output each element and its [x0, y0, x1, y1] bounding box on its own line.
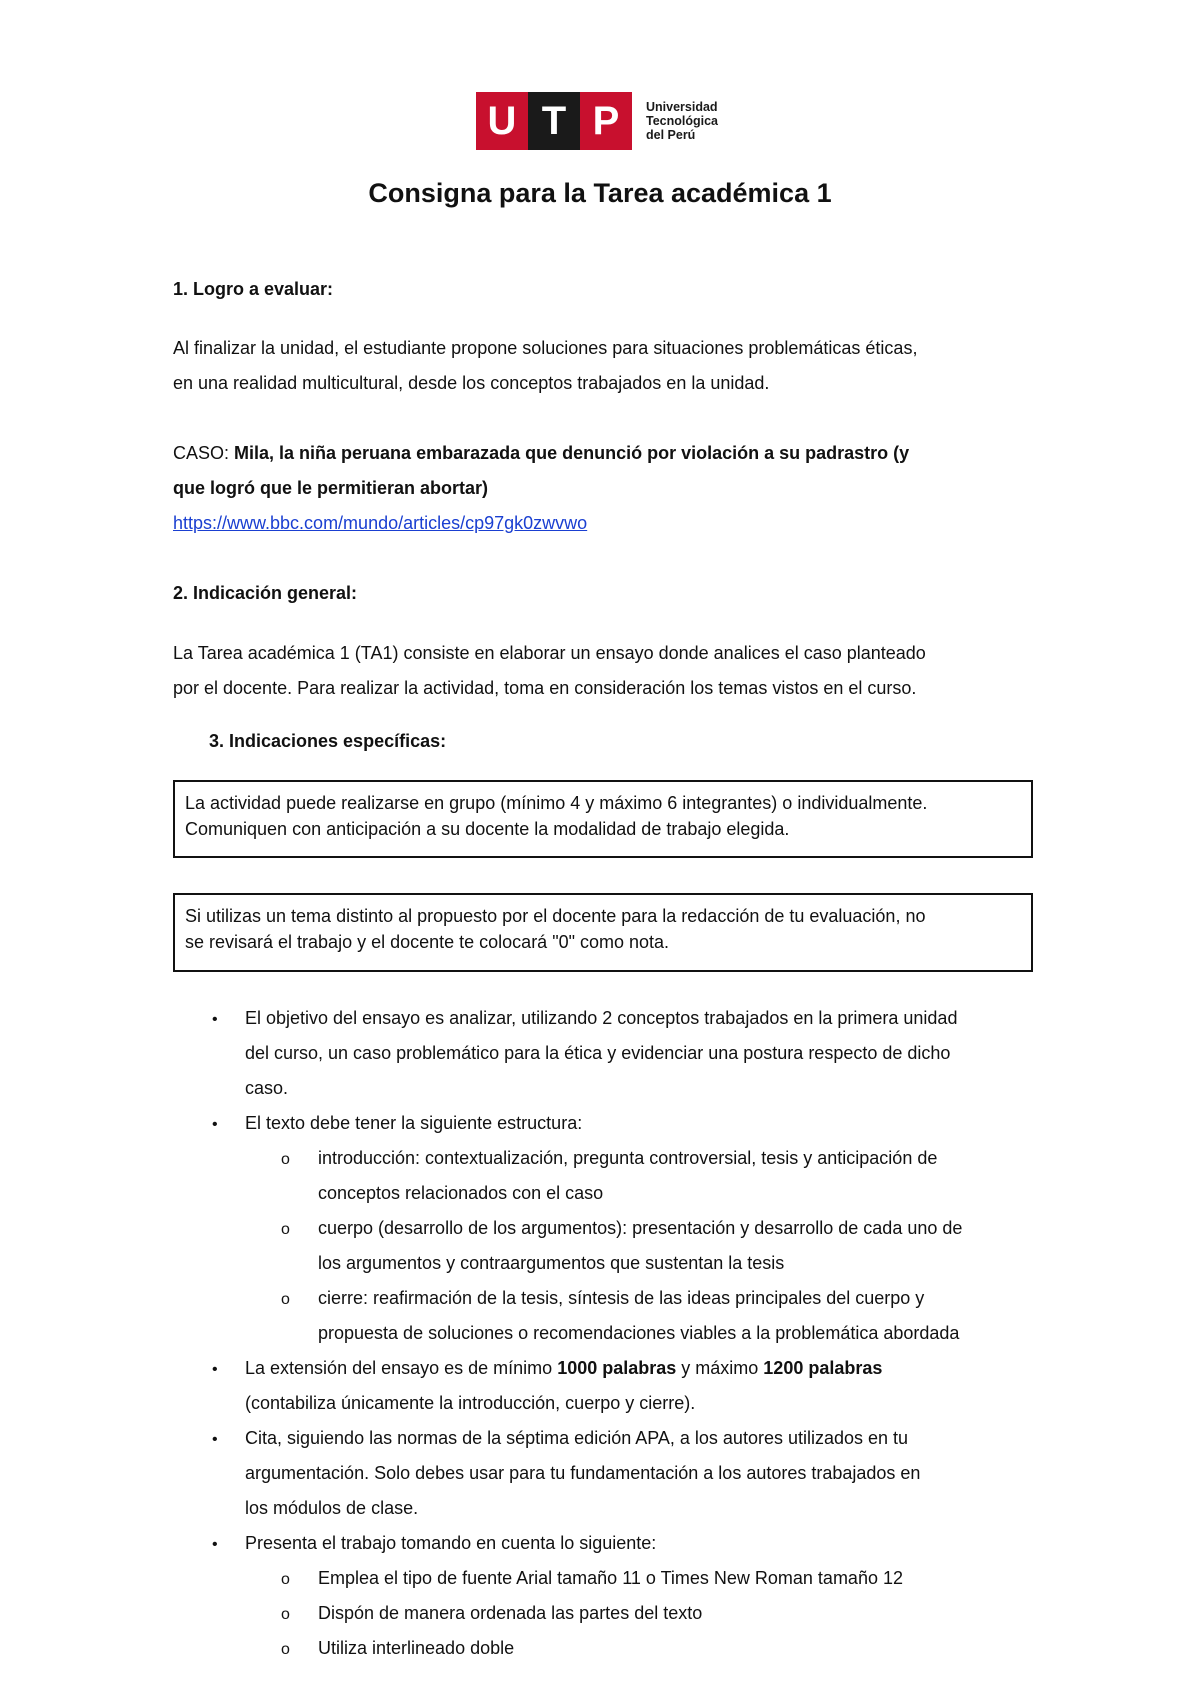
- caso-line1: [173, 436, 909, 471]
- box-line: La actividad puede realizarse en grupo (mínimo 4 y máximo 6 integrantes) o individualmente.: [185, 793, 928, 813]
- sub-bullet-icon: o: [281, 1151, 290, 1168]
- bullet-icon: •: [212, 1431, 218, 1448]
- sub-bullet-icon: o: [281, 1571, 290, 1588]
- logo-text-line: Tecnológica: [646, 114, 719, 128]
- warning-box: [173, 893, 1033, 972]
- section3-heading: 3. Indicaciones específicas:: [209, 731, 447, 751]
- page-title: Consigna para la Tarea académica 1: [368, 178, 832, 208]
- bullet-icon: •: [212, 1536, 218, 1553]
- utp-logo: [476, 92, 718, 150]
- box-line: Comuniquen con anticipación a su docente la modalidad de trabajo elegida.: [185, 819, 790, 839]
- sub-item-line: conceptos relacionados con el caso: [318, 1183, 604, 1203]
- sub-item-line: los argumentos y contraargumentos que sustentan la tesis: [318, 1253, 785, 1273]
- bbc-article-link[interactable]: https://www.bbc.com/mundo/articles/cp97gk0zwvwo: [173, 513, 588, 533]
- logo-letter-p: P: [580, 92, 632, 150]
- bullet-icon: •: [212, 1011, 218, 1028]
- sub-bullet-icon: o: [281, 1221, 290, 1238]
- sub-item-line: propuesta de soluciones o recomendaciones viables a la problemática abordada: [318, 1323, 960, 1343]
- bullet1-line: El objetivo del ensayo es analizar, utilizando 2 conceptos trabajados en la primera unidad: [245, 1008, 958, 1028]
- section2-heading: 2. Indicación general:: [173, 583, 358, 603]
- min-words: 1000 palabras: [557, 1358, 677, 1378]
- section2-line: por el docente. Para realizar la actividad, toma en consideración los temas vistos en el curso.: [173, 678, 917, 698]
- sub-bullet-icon: o: [281, 1641, 290, 1658]
- logo-letter-u: U: [476, 92, 528, 150]
- group-info-box: [173, 780, 1033, 858]
- caso-title-line2: que logró que le permitieran abortar): [173, 478, 489, 498]
- bullet1-line: del curso, un caso problemático para la ética y evidenciar una postura respecto de dicho: [245, 1043, 951, 1063]
- sub-item-line: cuerpo (desarrollo de los argumentos): presentación y desarrollo de cada uno de: [318, 1218, 963, 1238]
- logo-text-line: del Perú: [646, 128, 696, 142]
- section2-line: La Tarea académica 1 (TA1) consiste en elaborar un ensayo donde analices el caso planteado: [173, 643, 926, 663]
- bullet4-line: argumentación. Solo debes usar para tu fundamentación a los autores trabajados en: [245, 1463, 921, 1483]
- bullet-icon: •: [212, 1361, 218, 1378]
- sub-item-line: Utiliza interlineado doble: [318, 1638, 515, 1658]
- logo-letters: [476, 92, 632, 150]
- bullet4-line: los módulos de clase.: [245, 1498, 419, 1518]
- logo-letter-t: T: [528, 92, 580, 150]
- section1-heading: 1. Logro a evaluar:: [173, 279, 334, 299]
- caso-link-row: [173, 506, 587, 541]
- bullet5-line: Presenta el trabajo tomando en cuenta lo siguiente:: [245, 1533, 657, 1553]
- sub-item-line: Dispón de manera ordenada las partes del texto: [318, 1603, 703, 1623]
- bullet3-line: (contabiliza únicamente la introducción, cuerpo y cierre).: [245, 1393, 696, 1413]
- bullet3-line: [245, 1351, 882, 1386]
- caso-title: Mila, la niña peruana embarazada que denunció por violación a su padrastro (y: [234, 443, 910, 463]
- bullet2-line: El texto debe tener la siguiente estructura:: [245, 1113, 583, 1133]
- bullet4-line: Cita, siguiendo las normas de la séptima edición APA, a los autores utilizados en tu: [245, 1428, 909, 1448]
- section1-line: Al finalizar la unidad, el estudiante propone soluciones para situaciones problemáticas éticas,: [173, 338, 918, 358]
- max-words: 1200 palabras: [763, 1358, 883, 1378]
- sub-item-line: cierre: reafirmación de la tesis, síntesis de las ideas principales del cuerpo y: [318, 1288, 925, 1308]
- caso-label: CASO:: [173, 443, 235, 463]
- sub-bullet-icon: o: [281, 1291, 290, 1308]
- box-line: se revisará el trabajo y el docente te colocará "0" como nota.: [185, 932, 670, 952]
- sub-item-line: Emplea el tipo de fuente Arial tamaño 11 o Times New Roman tamaño 12: [318, 1568, 903, 1588]
- section1-line: en una realidad multicultural, desde los conceptos trabajados en la unidad.: [173, 373, 770, 393]
- sub-bullet-icon: o: [281, 1606, 290, 1623]
- bullet1-line: caso.: [245, 1078, 289, 1098]
- logo-university-name: [646, 100, 718, 142]
- bullet-icon: •: [212, 1116, 218, 1133]
- logo-text-line: Universidad: [646, 100, 718, 114]
- extension-text: La extensión del ensayo es de mínimo: [245, 1358, 558, 1378]
- extension-text: y máximo: [676, 1358, 764, 1378]
- sub-item-line: introducción: contextualización, pregunta controversial, tesis y anticipación de: [318, 1148, 938, 1168]
- box-line: Si utilizas un tema distinto al propuesto por el docente para la redacción de tu evaluación, no: [185, 906, 926, 926]
